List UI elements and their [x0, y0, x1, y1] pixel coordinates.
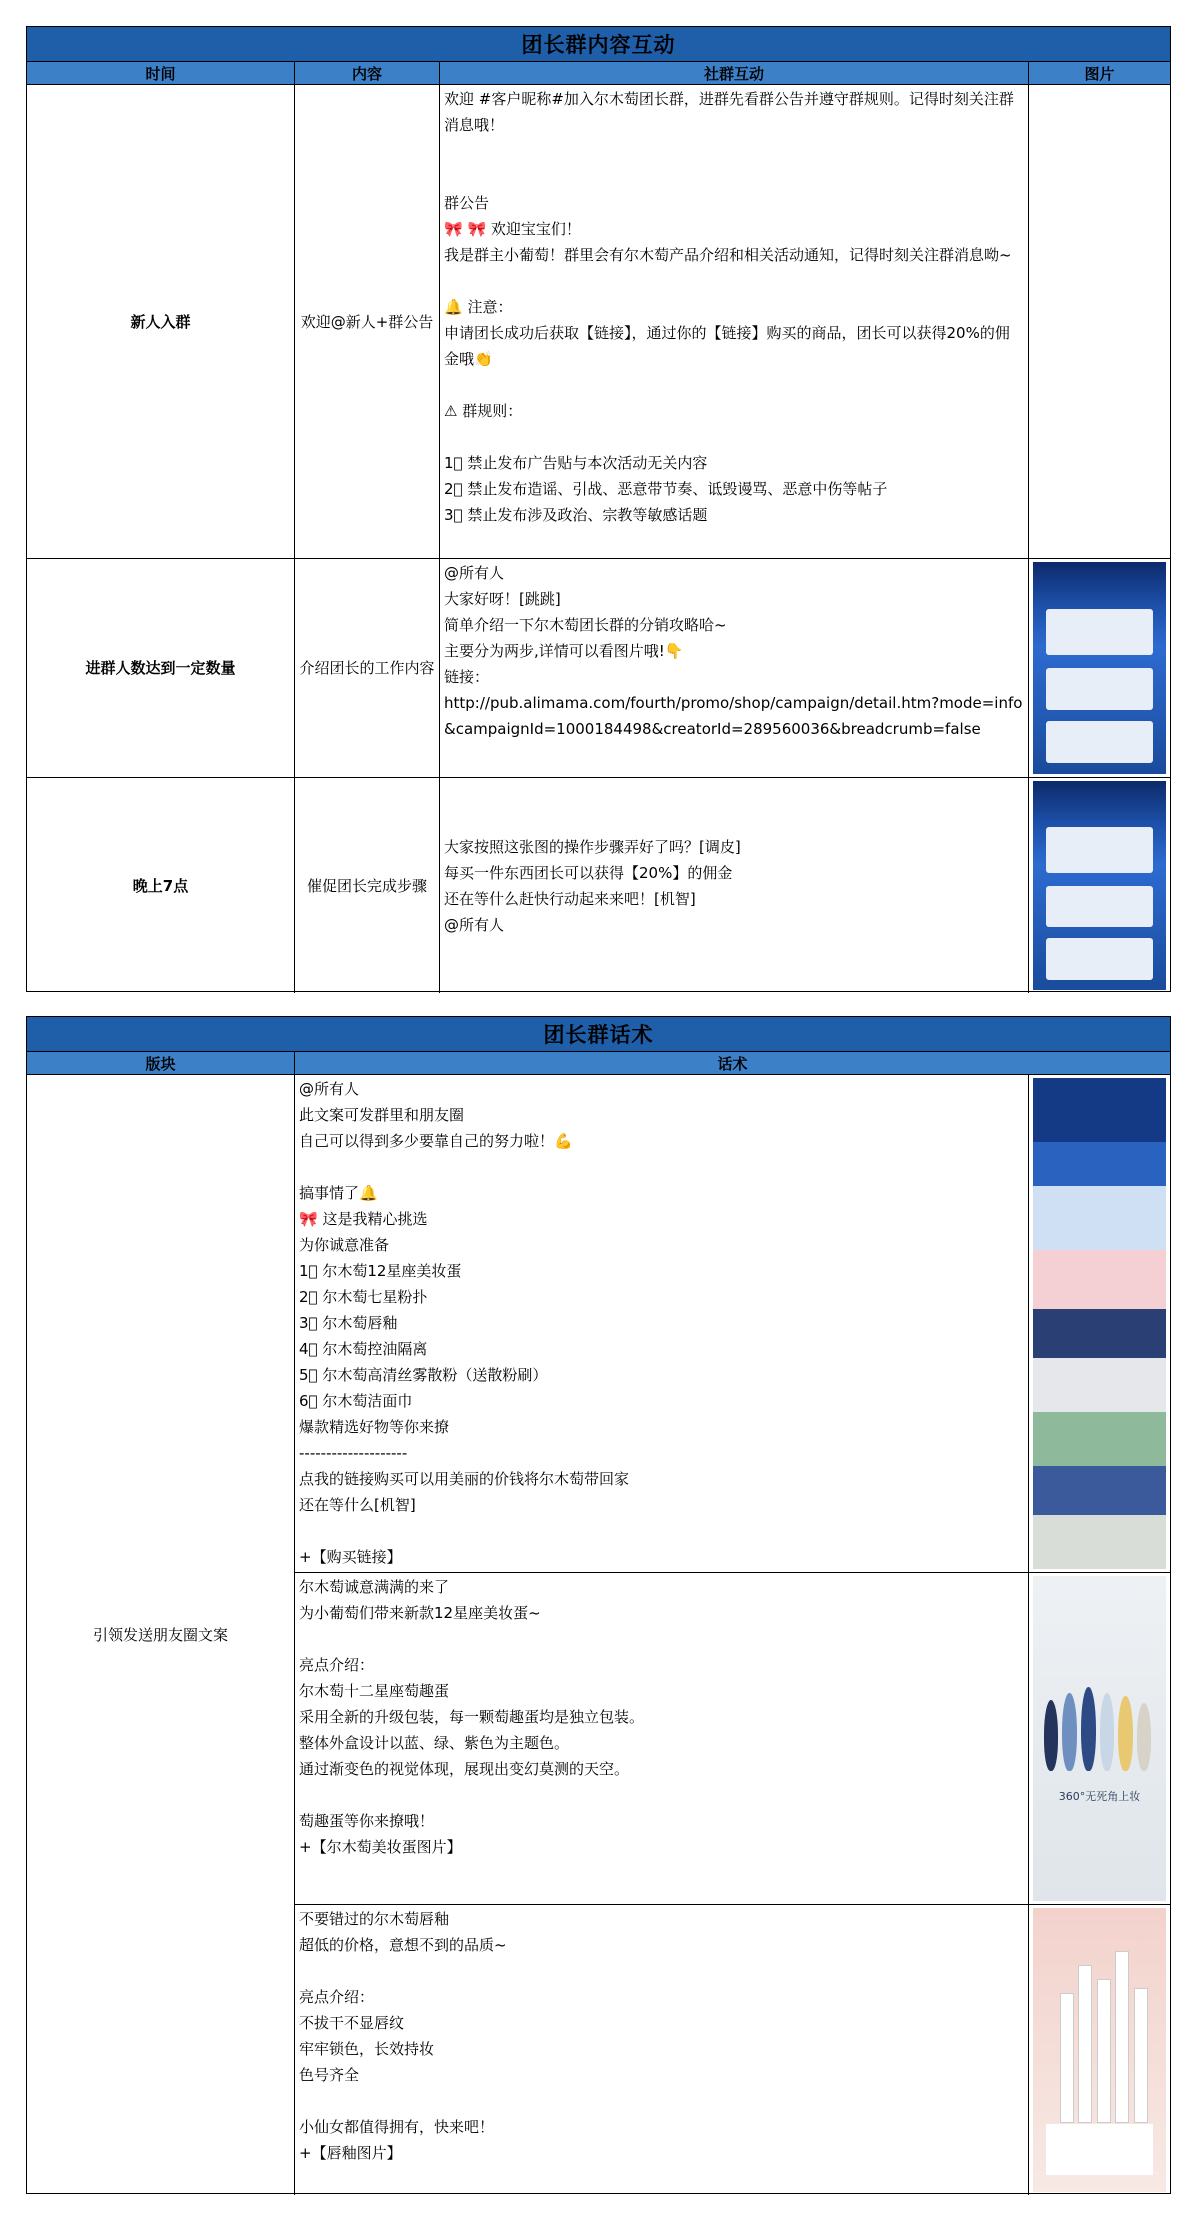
makeup-sponge-graphic [1033, 1576, 1166, 1901]
product-collage-graphic [1033, 1078, 1166, 1569]
product-collage-image [1029, 1075, 1170, 1572]
lip-glaze-image [1029, 1905, 1170, 2195]
script-text: 尔木萄诚意满满的来了 为小葡萄们带来新款12星座美妆蛋~ 亮点介绍： 尔木萄十二星座萄趣蛋 采用全新的升级包装，每一颗萄趣蛋均是独立包装。 整体外盒设计以蓝、绿、紫色为主题色。 通过渐变色的视觉体现，展现出变幻莫测的天空。 萄趣蛋等你来撩哦！ +【尔木萄美妆蛋图片】 [295, 1573, 1029, 1904]
row-image-empty [1029, 85, 1170, 558]
row-content: 介绍团长的工作内容 [295, 559, 440, 777]
header-image: 图片 [1084, 64, 1115, 83]
interaction-table [26, 26, 1171, 992]
scripts-list [295, 1075, 1170, 2195]
header-content: 内容 [295, 62, 440, 84]
lip-glaze-graphic [1033, 1908, 1166, 2192]
table-row [295, 1905, 1170, 2195]
tutorial-image [1029, 559, 1170, 777]
tutorial-image [1029, 778, 1170, 993]
row-time: 晚上7点 [27, 778, 295, 993]
script-text: 不要错过的尔木萄唇釉 超低的价格，意想不到的品质~ 亮点介绍： 不拔干不显唇纹 牢牢锁色，长效持妆 色号齐全 小仙女都值得拥有，快来吧！ +【唇釉图片】 [295, 1905, 1029, 2195]
tutorial-image-graphic [1033, 562, 1166, 774]
row-interaction: 大家按照这张图的操作步骤弄好了吗？[调皮] 每买一件东西团长可以获得【20%】的佣金 还在等什么赶快行动起来来吧！[机智] @所有人 [440, 778, 1029, 993]
interaction-table-header [27, 62, 1170, 85]
header-time: 时间 [27, 62, 295, 84]
row-interaction: @所有人 大家好呀！[跳跳] 简单介绍一下尔木萄团长群的分销攻略哈~ 主要分为两步,详情可以看图片哦!👇 链接： http://pub.alimama.com/fourth/promo/shop/campaign/detail.htm?mode=info&campaignId=1000184498&creatorId=289560036&breadcrumb=false [440, 559, 1029, 777]
script-text: @所有人 此文案可发群里和朋友圈 自己可以得到多少要靠自己的努力啦！💪 搞事情了🔔 🎀 这是我精心挑选 为你诚意准备 1⃣ 尔木萄12星座美妆蛋 2⃣ 尔木萄七星粉扑 3⃣ 尔木萄唇釉 4⃣ 尔木萄控油隔离 5⃣ 尔木萄高清丝雾散粉（送散粉刷） 6⃣ 尔木萄洁面巾 爆款精选好物等你来撩 -------------------- 点我的链接购买可以用美丽的价钱将尔木萄带回家 还在等什么[机智] +【购买链接】 [295, 1075, 1029, 1572]
header-script: 话术 [717, 1054, 748, 1073]
tutorial-image-graphic [1033, 781, 1166, 990]
header-section: 版块 [27, 1052, 295, 1074]
scripts-body [27, 1075, 1170, 2195]
row-time: 进群人数达到一定数量 [27, 559, 295, 777]
scripts-table-title: 团长群话术 [27, 1017, 1170, 1052]
table-row [295, 1075, 1170, 1573]
table-row [27, 778, 1170, 993]
section-label: 引领发送朋友圈文案 [27, 1075, 295, 2195]
row-interaction: 欢迎 #客户昵称#加入尔木萄团长群，进群先看群公告并遵守群规则。记得时刻关注群消息哦！ 群公告 🎀 🎀 欢迎宝宝们！ 我是群主小葡萄！群里会有尔木萄产品介绍和相关活动通知，记得时刻关注群消息呦~ 🔔 注意： 申请团长成功后获取【链接】，通过你的【链接】购买的商品，团长可以获得20%的佣金哦👏 ⚠ 群规则： 1⃣ 禁止发布广告贴与本次活动无关内容 2⃣ 禁止发布造谣、引战、恶意带节奏、诋毁谩骂、恶意中伤等帖子 3⃣ 禁止发布涉及政治、宗教等敏感话题 [440, 85, 1029, 558]
row-content: 催促团长完成步骤 [295, 778, 440, 993]
scripts-table [26, 1016, 1171, 2194]
row-time: 新人入群 [27, 85, 295, 558]
interaction-table-title: 团长群内容互动 [27, 27, 1170, 62]
scripts-table-header [27, 1052, 1170, 1075]
table-row [27, 85, 1170, 559]
row-content: 欢迎@新人+群公告 [295, 85, 440, 558]
sponge-caption: 360°无死角上妆 [1058, 1790, 1141, 1803]
makeup-sponge-image [1029, 1573, 1170, 1904]
header-interaction: 社群互动 [440, 62, 1029, 84]
table-row [295, 1573, 1170, 1905]
table-row [27, 559, 1170, 778]
